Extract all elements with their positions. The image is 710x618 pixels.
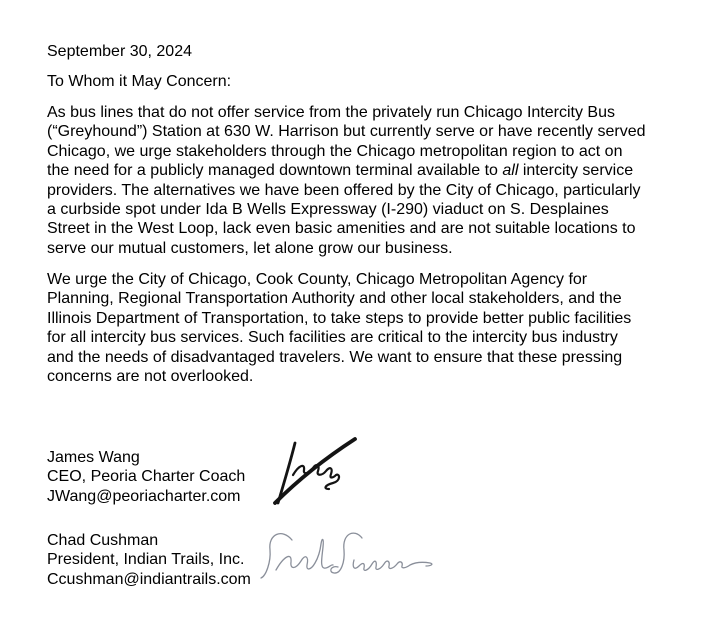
body-line (47, 161, 645, 180)
letter-paragraph-1 (47, 103, 645, 258)
body-line: Chicago, we urge stakeholders through the Chicago metropolitan region to act on (47, 142, 623, 160)
body-line-segment: the need for a publicly managed downtown terminal available to (47, 162, 503, 180)
james-wang-signature-icon (253, 423, 373, 513)
body-line: (“Greyhound”) Station at 630 W. Harrison but currently serve or have recently served (47, 123, 646, 141)
body-line: a curbside spot under Ida B Wells Expressway (I-290) viaduct on S. Desplaines (47, 201, 609, 219)
body-line: Illinois Department of Transportation, to take steps to provide better public facilities (47, 309, 632, 327)
body-line: and the needs of disadvantaged travelers. We want to ensure that these pressing (47, 348, 623, 366)
body-line-segment: intercity service (518, 162, 634, 180)
letter-paragraph-2 (47, 270, 631, 386)
body-line: for all intercity bus services. Such facilities are critical to the intercity bus industry (47, 329, 618, 347)
signature-block-james-wang (47, 448, 245, 506)
body-line: Street in the West Loop, lack even basic amenities and are not suitable locations to (47, 220, 636, 238)
signer-email: Ccushman@indiantrails.com (47, 570, 251, 588)
signer-title: President, Indian Trails, Inc. (47, 551, 245, 569)
body-line: serve our mutual customers, let alone grow our business. (47, 239, 453, 257)
signer-title: CEO, Peoria Charter Coach (47, 468, 246, 486)
body-line: concerns are not overlooked. (47, 368, 254, 386)
chad-cushman-signature-icon (258, 522, 438, 599)
body-line: providers. The alternatives we have been offered by the City of Chicago, particularly (47, 181, 641, 199)
signer-name: Chad Cushman (47, 532, 159, 549)
body-line: Planning, Regional Transportation Authority and other local stakeholders, and the (47, 290, 622, 308)
body-line: We urge the City of Chicago, Cook County, Chicago Metropolitan Agency for (47, 271, 588, 288)
signer-email: JWang@peoriacharter.com (47, 487, 241, 505)
letter-salutation: To Whom it May Concern: (47, 73, 232, 90)
signer-name: James Wang (47, 449, 140, 466)
signature-block-chad-cushman (47, 531, 251, 589)
emphasized-word: all (502, 162, 519, 180)
letter-date: September 30, 2024 (47, 43, 192, 60)
body-line: As bus lines that do not offer service from the privately run Chicago Intercity Bus (47, 104, 615, 121)
